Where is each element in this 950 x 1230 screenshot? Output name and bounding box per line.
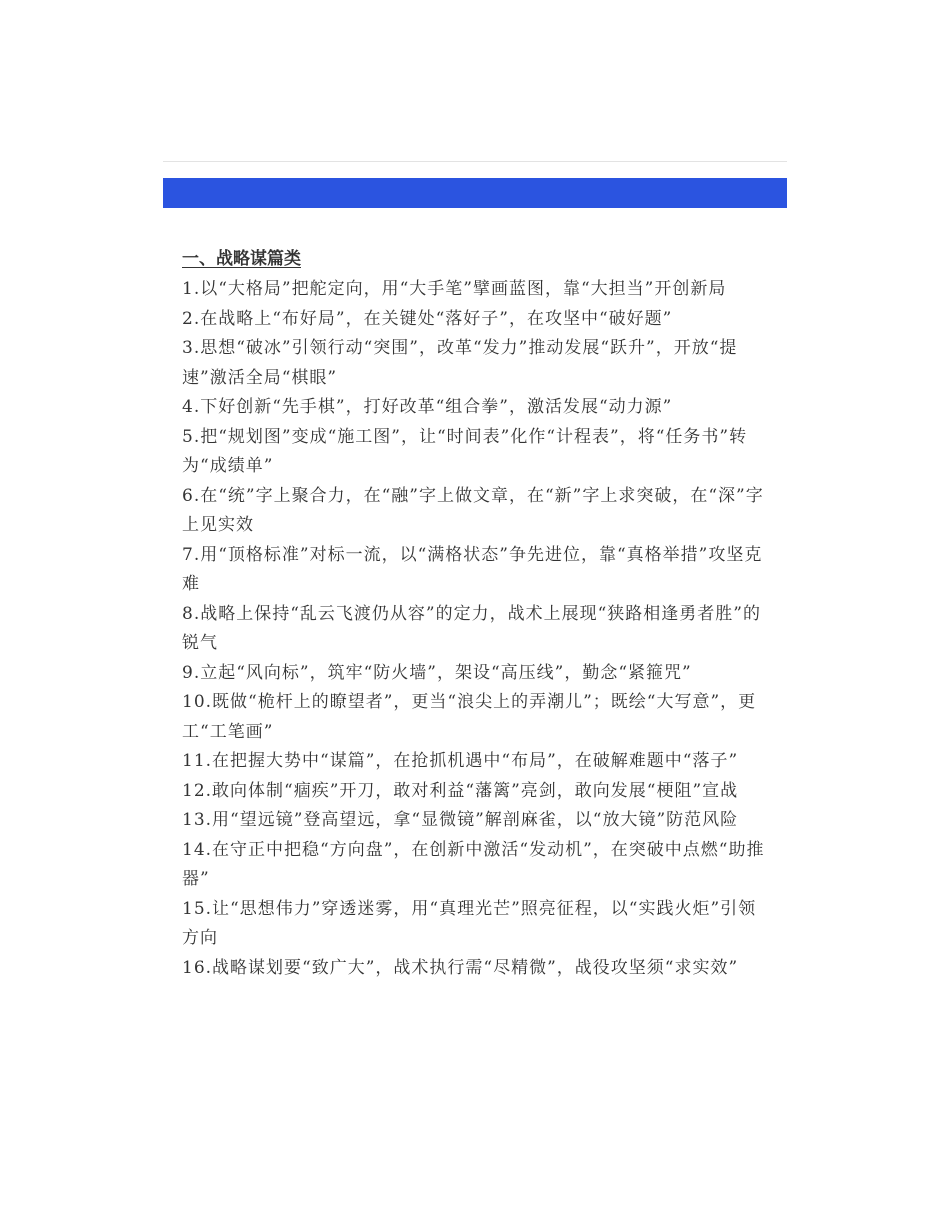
list-item: 7.用“顶格标准”对标一流，以“满格状态”争先进位，靠“真格举措”攻坚克难	[182, 544, 763, 594]
list-item: 4.下好创新“先手棋”，打好改革“组合拳”，激活发展“动力源”	[182, 397, 673, 417]
list-item: 5.把“规划图”变成“施工图”，让“时间表”化作“计程表”，将“任务书”转为“成绩单”	[182, 426, 748, 476]
list-item: 14.在守正中把稳“方向盘”，在创新中激活“发动机”，在突破中点燃“助推器”	[182, 839, 765, 889]
list-item: 3.思想“破冰”引领行动“突围”，改革“发力”推动发展“跃升”，开放“提速”激活全局“棋眼”	[182, 338, 738, 388]
header-banner	[163, 178, 787, 208]
list-item: 10.既做“桅杆上的瞭望者”，更当“浪尖上的弄潮儿”；既绘“大写意”，更工“工笔画”	[182, 692, 757, 742]
top-divider	[163, 161, 787, 162]
list-item: 8.战略上保持“乱云飞渡仍从容”的定力，战术上展现“狭路相逢勇者胜”的锐气	[182, 603, 761, 653]
section-heading: 一、战略谋篇类	[182, 249, 301, 269]
phrase-list	[182, 275, 774, 983]
list-item: 11.在把握大势中“谋篇”，在抢抓机遇中“布局”，在破解难题中“落子”	[182, 751, 739, 771]
list-item: 6.在“统”字上聚合力，在“融”字上做文章，在“新”字上求突破，在“深”字上见实效	[182, 485, 764, 535]
list-item: 15.让“思想伟力”穿透迷雾，用“真理光芒”照亮征程，以“实践火炬”引领方向	[182, 898, 757, 948]
list-item: 12.敢向体制“痼疾”开刀，敢对利益“藩篱”亮剑，敢向发展“梗阻”宣战	[182, 780, 739, 801]
article-body	[182, 245, 774, 983]
list-item: 13.用“望远镜”登高望远，拿“显微镜”解剖麻雀，以“放大镜”防范风险	[182, 810, 739, 830]
list-item: 9.立起“风向标”，筑牢“防火墙”，架设“高压线”，勤念“紧箍咒”	[182, 662, 692, 683]
list-item: 1.以“大格局”把舵定向，用“大手笔”擘画蓝图，靠“大担当”开创新局	[182, 279, 727, 299]
list-item: 2.在战略上“布好局”，在关键处“落好子”，在攻坚中“破好题”	[182, 308, 673, 329]
list-item: 16.战略谋划要“致广大”，战术执行需“尽精微”，战役攻坚须“求实效”	[182, 957, 739, 978]
